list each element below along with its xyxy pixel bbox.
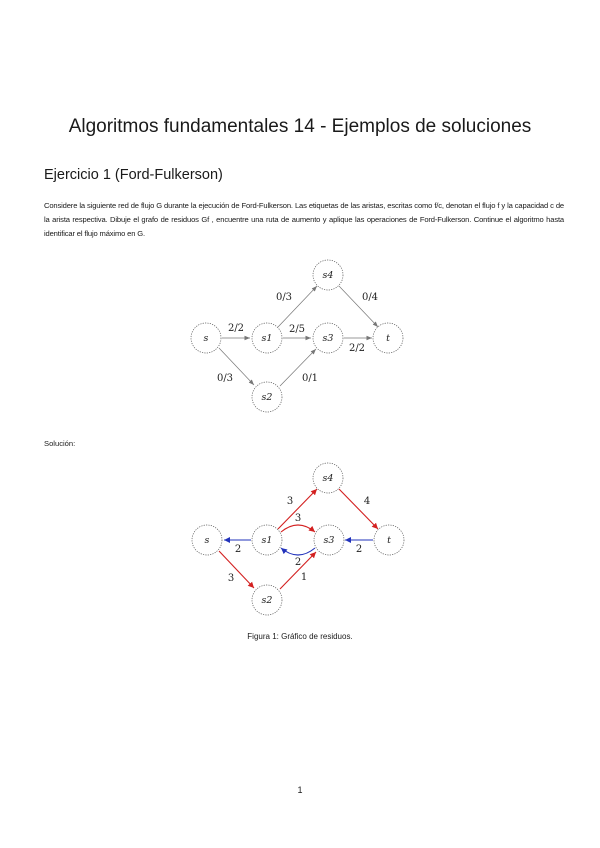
node-t: [373, 323, 403, 353]
figure-caption: Figura 1: Gráfico de residuos.: [247, 632, 353, 641]
node-s3: [314, 525, 344, 555]
node-s: [192, 525, 222, 555]
edge-label-s-s2: 0/3: [216, 373, 234, 384]
page-number: 1: [297, 785, 303, 795]
solution-label: Solución:: [44, 439, 76, 448]
residual-graph: [192, 463, 404, 615]
node-s2: [252, 382, 282, 412]
svg-text:s1: s1: [261, 333, 273, 344]
edge-label-s-s1: 2/2: [227, 323, 245, 334]
svg-text:s: s: [204, 535, 210, 546]
edge-s-s2: [219, 551, 254, 588]
svg-text:s: s: [203, 333, 209, 344]
edge-label-t-s3: 2: [355, 544, 363, 555]
edge-label-s1-s3: 3: [294, 513, 302, 524]
node-s: [191, 323, 221, 353]
exercise-paragraph: Considere la siguiente red de flujo G durante la ejecución de Ford-Fulkerson. Las etiquetas de las aristas, escritas como f/c, denotan el flujo f y la capacidad c de la arista respectiva. Dibuje el grafo de residuos Gf , encuentre una ruta de aumento y aplique las operaciones de Ford-Fulkerson. Continue el algoritmo hasta identificar el flujo máximo en G.: [44, 201, 564, 238]
svg-text:s3: s3: [322, 333, 334, 344]
node-s4: [313, 260, 343, 290]
edge-label-s2-s3: 1: [300, 572, 308, 583]
edge-label-s2-s3: 0/1: [301, 373, 319, 384]
svg-text:s2: s2: [261, 595, 273, 606]
svg-text:s2: s2: [261, 392, 273, 403]
node-s1: [252, 323, 282, 353]
page-title: Algoritmos fundamentales 14 - Ejemplos de soluciones: [68, 116, 532, 137]
edge-label-s-s2: 3: [227, 573, 235, 584]
edge-label-s3-t: 2/2: [348, 343, 366, 354]
edge-s4-t: [339, 489, 378, 529]
edge-label-s1-s4: 0/3: [275, 292, 293, 303]
svg-text:s4: s4: [322, 473, 334, 484]
edge-label-s1-s: 2: [234, 544, 242, 555]
node-s4: [313, 463, 343, 493]
edge-label-s3-s1: 2: [294, 557, 302, 568]
node-t: [374, 525, 404, 555]
edge-label-s4-t: 0/4: [361, 292, 379, 303]
edge-s1-s3: [281, 525, 315, 532]
node-s3: [313, 323, 343, 353]
edge-label-s1-s4: 3: [286, 496, 294, 507]
node-s1: [252, 525, 282, 555]
edge-label-s1-s3: 2/5: [288, 324, 306, 335]
svg-text:s4: s4: [322, 270, 334, 281]
edge-label-s4-t: 4: [363, 496, 371, 507]
node-s2: [252, 585, 282, 615]
section-heading: Ejercicio 1 (Ford-Fulkerson): [44, 167, 223, 183]
svg-text:s3: s3: [323, 535, 335, 546]
edge-s3-s1: [281, 548, 315, 555]
flow-network-graph: [191, 260, 403, 412]
svg-text:t: t: [386, 333, 390, 344]
svg-text:t: t: [387, 535, 391, 546]
svg-text:s1: s1: [261, 535, 273, 546]
